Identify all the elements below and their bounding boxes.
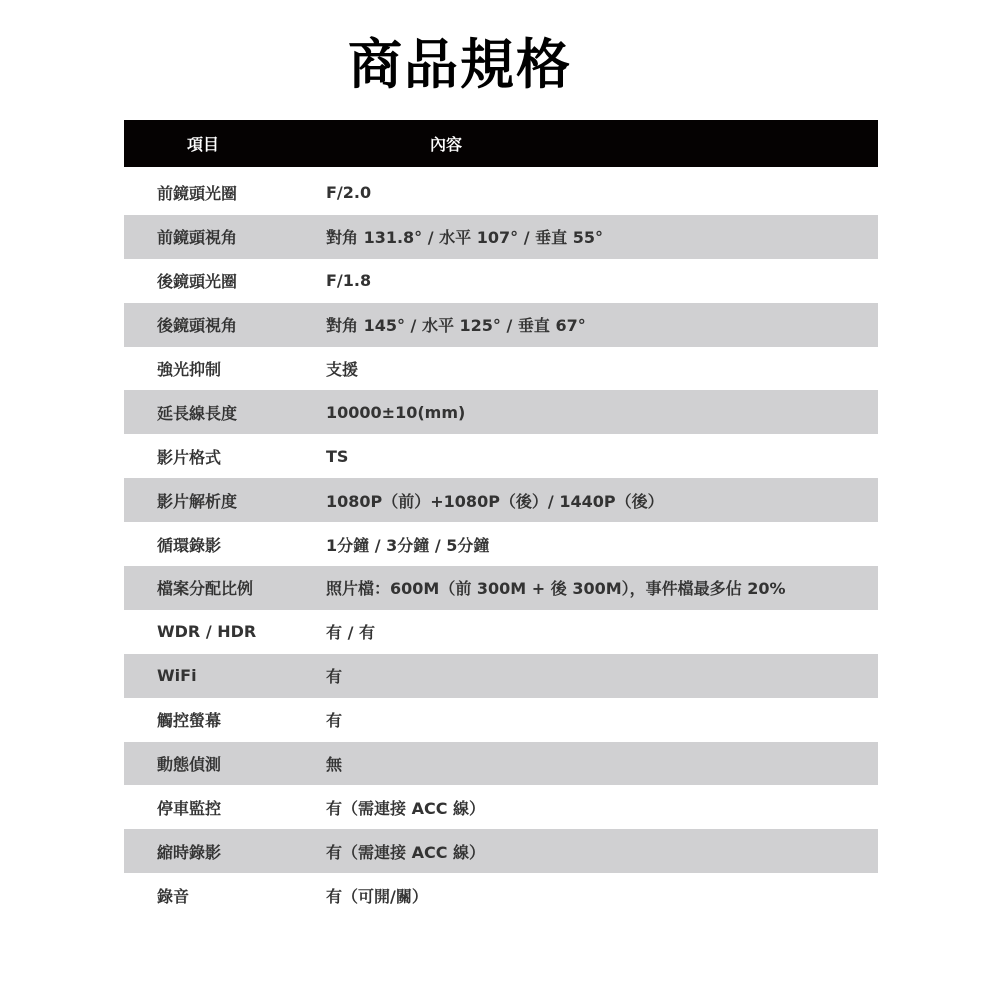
table-row [124, 390, 878, 434]
header-content: 內容 [430, 135, 463, 154]
row-value: 有 [326, 667, 343, 687]
row-value: 對角 145° / 水平 125° / 垂直 67° [326, 316, 586, 336]
row-value: 1分鐘 / 3分鐘 / 5分鐘 [326, 535, 490, 555]
row-value: 對角 131.8° / 水平 107° / 垂直 55° [326, 228, 603, 248]
row-item: 錄音 [157, 886, 190, 906]
row-value: 照片檔：600M（前 300M + 後 300M），事件檔最多佔 20% [326, 579, 786, 599]
row-item: 強光抑制 [157, 360, 222, 379]
row-item: 縮時錄影 [157, 842, 222, 862]
page-title [0, 22, 1000, 99]
spec-table [124, 120, 878, 917]
table-row [124, 171, 878, 215]
row-item: 檔案分配比例 [157, 579, 254, 599]
row-item: 影片解析度 [157, 491, 238, 511]
table-row [124, 610, 878, 654]
row-item: WiFi [157, 666, 197, 686]
table-row [124, 215, 878, 259]
table-row [124, 347, 878, 391]
table-row [124, 654, 878, 698]
page-title-text: 商品規格 [348, 33, 572, 96]
table-row [124, 873, 878, 917]
row-value: 10000±10(mm) [326, 402, 466, 422]
row-value: 有（可開/關） [326, 886, 428, 906]
row-value: F/2.0 [326, 183, 372, 203]
table-row [124, 303, 878, 347]
row-item: WDR / HDR [157, 622, 257, 642]
table-row [124, 522, 878, 566]
table-row [124, 566, 878, 610]
row-value: 無 [326, 755, 343, 775]
row-item: 前鏡頭光圈 [157, 184, 238, 204]
row-item: 影片格式 [157, 447, 222, 467]
table-header [124, 120, 878, 167]
row-item: 後鏡頭光圈 [157, 272, 238, 292]
row-item: 前鏡頭視角 [157, 228, 238, 248]
table-row [124, 785, 878, 829]
row-value: 支援 [326, 360, 359, 379]
table-row [124, 259, 878, 303]
table-row [124, 698, 878, 742]
row-value: 有 [326, 711, 343, 731]
row-item: 循環錄影 [157, 535, 222, 555]
row-item: 後鏡頭視角 [157, 316, 238, 336]
row-item: 觸控螢幕 [157, 711, 222, 731]
row-item: 延長線長度 [157, 403, 238, 423]
table-row [124, 434, 878, 478]
row-value: F/1.8 [326, 271, 372, 291]
row-value: 有（需連接 ACC 線） [326, 842, 486, 862]
table-row [124, 829, 878, 873]
row-value: 有 / 有 [326, 623, 375, 643]
header-item: 項目 [187, 135, 220, 154]
table-row [124, 742, 878, 786]
row-value: 1080P（前）+1080P（後）/ 1440P（後） [326, 491, 664, 511]
table-row [124, 478, 878, 522]
row-item: 動態偵測 [157, 755, 222, 775]
row-item: 停車監控 [157, 798, 222, 818]
row-value: TS [326, 446, 349, 466]
row-value: 有（需連接 ACC 線） [326, 798, 486, 818]
